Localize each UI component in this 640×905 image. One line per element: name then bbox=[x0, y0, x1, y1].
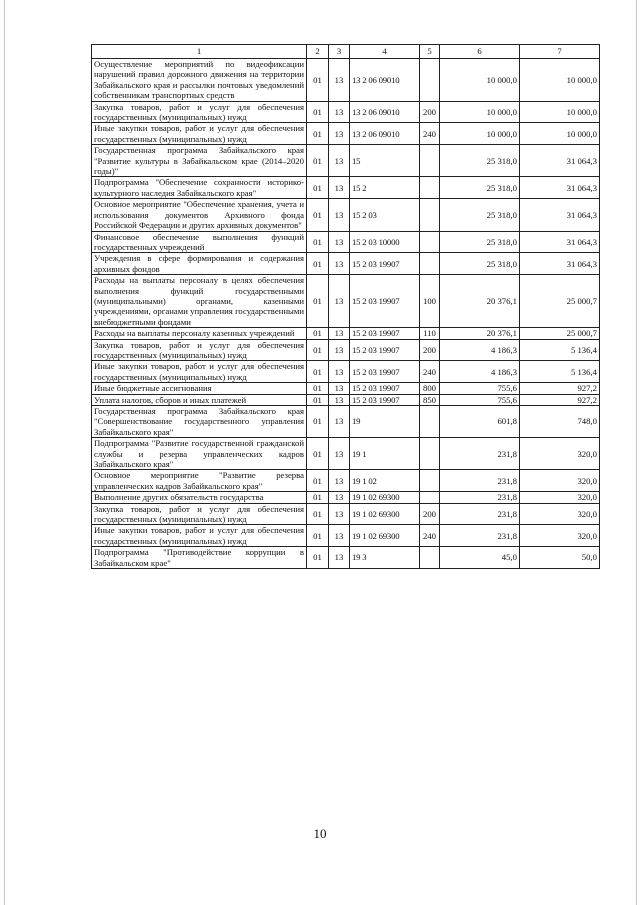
cell-amount-year-2: 5 136,4 bbox=[520, 361, 600, 383]
cell-name: Иные бюджетные ассигнования bbox=[92, 383, 307, 394]
table-row bbox=[92, 361, 600, 383]
cell-amount-year-1: 601,8 bbox=[440, 406, 520, 438]
cell-amount-year-2: 320,0 bbox=[520, 525, 600, 547]
table-row bbox=[92, 383, 600, 394]
header-col-2: 2 bbox=[307, 45, 329, 59]
cell-amount-year-1: 25 318,0 bbox=[440, 177, 520, 199]
cell-expense-type: 100 bbox=[420, 275, 440, 328]
cell-subsection: 13 bbox=[329, 470, 350, 492]
cell-amount-year-1: 10 000,0 bbox=[440, 123, 520, 145]
cell-section: 01 bbox=[307, 470, 329, 492]
table-row bbox=[92, 406, 600, 438]
header-col-4: 4 bbox=[350, 45, 420, 59]
cell-expense-type bbox=[420, 470, 440, 492]
cell-expense-type bbox=[420, 492, 440, 503]
cell-target-article: 15 2 03 19907 bbox=[350, 339, 420, 361]
table-row bbox=[92, 394, 600, 405]
cell-amount-year-2: 31 064,3 bbox=[520, 199, 600, 231]
cell-amount-year-2: 31 064,3 bbox=[520, 177, 600, 199]
cell-section: 01 bbox=[307, 199, 329, 231]
cell-subsection: 13 bbox=[329, 253, 350, 275]
cell-expense-type: 110 bbox=[420, 328, 440, 339]
cell-expense-type: 850 bbox=[420, 394, 440, 405]
cell-target-article: 19 bbox=[350, 406, 420, 438]
cell-name: Финансовое обеспечение выполнения функций государственных учреждений bbox=[92, 231, 307, 253]
cell-section: 01 bbox=[307, 275, 329, 328]
cell-expense-type bbox=[420, 145, 440, 177]
cell-amount-year-1: 10 000,0 bbox=[440, 101, 520, 123]
cell-section: 01 bbox=[307, 492, 329, 503]
cell-expense-type: 200 bbox=[420, 339, 440, 361]
cell-amount-year-1: 231,8 bbox=[440, 470, 520, 492]
cell-target-article: 15 2 03 10000 bbox=[350, 231, 420, 253]
table-row bbox=[92, 492, 600, 503]
cell-name: Иные закупки товаров, работ и услуг для обеспечения государственных (муниципальных) нужд bbox=[92, 525, 307, 547]
cell-subsection: 13 bbox=[329, 383, 350, 394]
cell-amount-year-2: 927,2 bbox=[520, 383, 600, 394]
page-edge-left bbox=[4, 0, 5, 905]
table-row bbox=[92, 177, 600, 199]
table-row bbox=[92, 525, 600, 547]
cell-name: Закупка товаров, работ и услуг для обеспечения государственных (муниципальных) нужд bbox=[92, 339, 307, 361]
cell-amount-year-2: 31 064,3 bbox=[520, 231, 600, 253]
cell-amount-year-1: 20 376,1 bbox=[440, 275, 520, 328]
table-row bbox=[92, 503, 600, 525]
cell-subsection: 13 bbox=[329, 177, 350, 199]
cell-target-article: 15 2 03 19907 bbox=[350, 361, 420, 383]
cell-section: 01 bbox=[307, 123, 329, 145]
cell-expense-type: 240 bbox=[420, 361, 440, 383]
cell-subsection: 13 bbox=[329, 547, 350, 569]
cell-expense-type bbox=[420, 253, 440, 275]
cell-name: Основное мероприятие "Развитие резерва управленческих кадров Забайкальского края" bbox=[92, 470, 307, 492]
cell-target-article: 15 2 03 19907 bbox=[350, 394, 420, 405]
cell-name: Расходы на выплаты персоналу казенных учреждений bbox=[92, 328, 307, 339]
cell-name: Иные закупки товаров, работ и услуг для обеспечения государственных (муниципальных) нужд bbox=[92, 123, 307, 145]
cell-amount-year-2: 10 000,0 bbox=[520, 123, 600, 145]
cell-subsection: 13 bbox=[329, 394, 350, 405]
cell-amount-year-2: 31 064,3 bbox=[520, 145, 600, 177]
cell-amount-year-1: 25 318,0 bbox=[440, 253, 520, 275]
cell-amount-year-1: 4 186,3 bbox=[440, 361, 520, 383]
cell-section: 01 bbox=[307, 383, 329, 394]
cell-amount-year-1: 231,8 bbox=[440, 438, 520, 470]
cell-section: 01 bbox=[307, 231, 329, 253]
cell-section: 01 bbox=[307, 438, 329, 470]
header-col-1: 1 bbox=[92, 45, 307, 59]
cell-name: Подпрограмма "Противодействие коррупции в Забайкальском крае" bbox=[92, 547, 307, 569]
cell-amount-year-2: 320,0 bbox=[520, 503, 600, 525]
cell-target-article: 15 2 bbox=[350, 177, 420, 199]
table-body bbox=[92, 59, 600, 569]
cell-amount-year-2: 748,0 bbox=[520, 406, 600, 438]
cell-amount-year-1: 45,0 bbox=[440, 547, 520, 569]
cell-amount-year-2: 50,0 bbox=[520, 547, 600, 569]
table-header-row bbox=[92, 45, 600, 59]
cell-amount-year-1: 231,8 bbox=[440, 525, 520, 547]
cell-target-article: 15 bbox=[350, 145, 420, 177]
cell-amount-year-2: 25 000,7 bbox=[520, 328, 600, 339]
cell-subsection: 13 bbox=[329, 231, 350, 253]
table-row bbox=[92, 101, 600, 123]
table-row bbox=[92, 438, 600, 470]
cell-amount-year-1: 25 318,0 bbox=[440, 145, 520, 177]
cell-name: Учреждения в сфере формирования и содержания архивных фондов bbox=[92, 253, 307, 275]
cell-name: Закупка товаров, работ и услуг для обеспечения государственных (муниципальных) нужд bbox=[92, 503, 307, 525]
table-row bbox=[92, 547, 600, 569]
cell-amount-year-1: 4 186,3 bbox=[440, 339, 520, 361]
cell-expense-type bbox=[420, 231, 440, 253]
cell-amount-year-1: 755,6 bbox=[440, 383, 520, 394]
cell-expense-type: 200 bbox=[420, 503, 440, 525]
cell-section: 01 bbox=[307, 394, 329, 405]
cell-target-article: 19 1 02 69300 bbox=[350, 525, 420, 547]
cell-section: 01 bbox=[307, 101, 329, 123]
cell-target-article: 19 3 bbox=[350, 547, 420, 569]
cell-amount-year-2: 31 064,3 bbox=[520, 253, 600, 275]
cell-amount-year-2: 320,0 bbox=[520, 492, 600, 503]
cell-target-article: 15 2 03 19907 bbox=[350, 275, 420, 328]
cell-target-article: 13 2 06 09010 bbox=[350, 101, 420, 123]
table-row bbox=[92, 275, 600, 328]
cell-expense-type: 200 bbox=[420, 101, 440, 123]
cell-expense-type bbox=[420, 59, 440, 102]
cell-name: Уплата налогов, сборов и иных платежей bbox=[92, 394, 307, 405]
cell-expense-type: 800 bbox=[420, 383, 440, 394]
cell-expense-type bbox=[420, 547, 440, 569]
budget-table bbox=[91, 44, 600, 569]
cell-subsection: 13 bbox=[329, 101, 350, 123]
cell-section: 01 bbox=[307, 177, 329, 199]
cell-expense-type bbox=[420, 438, 440, 470]
cell-amount-year-1: 231,8 bbox=[440, 492, 520, 503]
cell-subsection: 13 bbox=[329, 123, 350, 145]
cell-subsection: 13 bbox=[329, 59, 350, 102]
cell-section: 01 bbox=[307, 547, 329, 569]
cell-amount-year-1: 231,8 bbox=[440, 503, 520, 525]
table-row bbox=[92, 328, 600, 339]
cell-target-article: 15 2 03 19907 bbox=[350, 383, 420, 394]
cell-target-article: 19 1 02 bbox=[350, 470, 420, 492]
cell-target-article: 13 2 06 09010 bbox=[350, 59, 420, 102]
cell-target-article: 19 1 02 69300 bbox=[350, 503, 420, 525]
cell-subsection: 13 bbox=[329, 275, 350, 328]
cell-amount-year-1: 25 318,0 bbox=[440, 231, 520, 253]
table-row bbox=[92, 253, 600, 275]
table-row bbox=[92, 123, 600, 145]
cell-target-article: 15 2 03 bbox=[350, 199, 420, 231]
cell-name: Иные закупки товаров, работ и услуг для обеспечения государственных (муниципальных) нужд bbox=[92, 361, 307, 383]
table-row bbox=[92, 231, 600, 253]
cell-name: Выполнение других обязательств государства bbox=[92, 492, 307, 503]
cell-amount-year-2: 10 000,0 bbox=[520, 59, 600, 102]
cell-section: 01 bbox=[307, 361, 329, 383]
table-row bbox=[92, 199, 600, 231]
cell-subsection: 13 bbox=[329, 492, 350, 503]
cell-subsection: 13 bbox=[329, 145, 350, 177]
header-col-3: 3 bbox=[329, 45, 350, 59]
cell-target-article: 19 1 02 69300 bbox=[350, 492, 420, 503]
cell-target-article: 15 2 03 19907 bbox=[350, 328, 420, 339]
cell-amount-year-1: 25 318,0 bbox=[440, 199, 520, 231]
cell-amount-year-2: 320,0 bbox=[520, 470, 600, 492]
cell-section: 01 bbox=[307, 406, 329, 438]
cell-subsection: 13 bbox=[329, 525, 350, 547]
cell-expense-type bbox=[420, 177, 440, 199]
cell-subsection: 13 bbox=[329, 406, 350, 438]
cell-expense-type: 240 bbox=[420, 123, 440, 145]
cell-section: 01 bbox=[307, 253, 329, 275]
cell-amount-year-2: 927,2 bbox=[520, 394, 600, 405]
cell-expense-type bbox=[420, 406, 440, 438]
cell-target-article: 13 2 06 09010 bbox=[350, 123, 420, 145]
cell-section: 01 bbox=[307, 328, 329, 339]
cell-amount-year-2: 25 000,7 bbox=[520, 275, 600, 328]
page-number: 10 bbox=[313, 826, 327, 841]
cell-name: Государственная программа Забайкальского края "Совершенствование государственного управления Забайкальского края" bbox=[92, 406, 307, 438]
cell-subsection: 13 bbox=[329, 339, 350, 361]
cell-name: Подпрограмма "Развитие государственной гражданской службы и резерва управленческих кадров Забайкальского края" bbox=[92, 438, 307, 470]
cell-subsection: 13 bbox=[329, 361, 350, 383]
cell-subsection: 13 bbox=[329, 438, 350, 470]
header-col-5: 5 bbox=[420, 45, 440, 59]
cell-expense-type bbox=[420, 199, 440, 231]
cell-amount-year-2: 10 000,0 bbox=[520, 101, 600, 123]
table-row bbox=[92, 470, 600, 492]
cell-target-article: 19 1 bbox=[350, 438, 420, 470]
cell-subsection: 13 bbox=[329, 328, 350, 339]
header-col-7: 7 bbox=[520, 45, 600, 59]
cell-section: 01 bbox=[307, 525, 329, 547]
page-edge-right bbox=[636, 0, 637, 905]
cell-name: Расходы на выплаты персоналу в целях обеспечения выполнения функций государственными (муниципальными) органами, казенными учреждениями, органами управления государственными внебюджетными фондами bbox=[92, 275, 307, 328]
cell-section: 01 bbox=[307, 59, 329, 102]
cell-name: Подпрограмма "Обеспечение сохранности историко-культурного наследия Забайкальского края" bbox=[92, 177, 307, 199]
table-row bbox=[92, 339, 600, 361]
header-col-6: 6 bbox=[440, 45, 520, 59]
cell-amount-year-1: 20 376,1 bbox=[440, 328, 520, 339]
cell-name: Основное мероприятие "Обеспечение хранения, учета и использования документов Архивного фонда Российской Федерации и других архивных документов" bbox=[92, 199, 307, 231]
cell-target-article: 15 2 03 19907 bbox=[350, 253, 420, 275]
cell-subsection: 13 bbox=[329, 199, 350, 231]
cell-section: 01 bbox=[307, 503, 329, 525]
cell-name: Осуществление мероприятий по видеофиксации нарушений правил дорожного движения на территории Забайкальского края и рассылки почтовых уведомлений собственникам транспортных средств bbox=[92, 59, 307, 102]
cell-name: Закупка товаров, работ и услуг для обеспечения государственных (муниципальных) нужд bbox=[92, 101, 307, 123]
cell-amount-year-2: 5 136,4 bbox=[520, 339, 600, 361]
cell-name: Государственная программа Забайкальского края "Развитие культуры в Забайкальском крае (2014–2020 годы)" bbox=[92, 145, 307, 177]
cell-section: 01 bbox=[307, 145, 329, 177]
cell-subsection: 13 bbox=[329, 503, 350, 525]
table-row bbox=[92, 145, 600, 177]
cell-amount-year-2: 320,0 bbox=[520, 438, 600, 470]
table-row bbox=[92, 59, 600, 102]
cell-expense-type: 240 bbox=[420, 525, 440, 547]
cell-amount-year-1: 10 000,0 bbox=[440, 59, 520, 102]
cell-amount-year-1: 755,6 bbox=[440, 394, 520, 405]
cell-section: 01 bbox=[307, 339, 329, 361]
